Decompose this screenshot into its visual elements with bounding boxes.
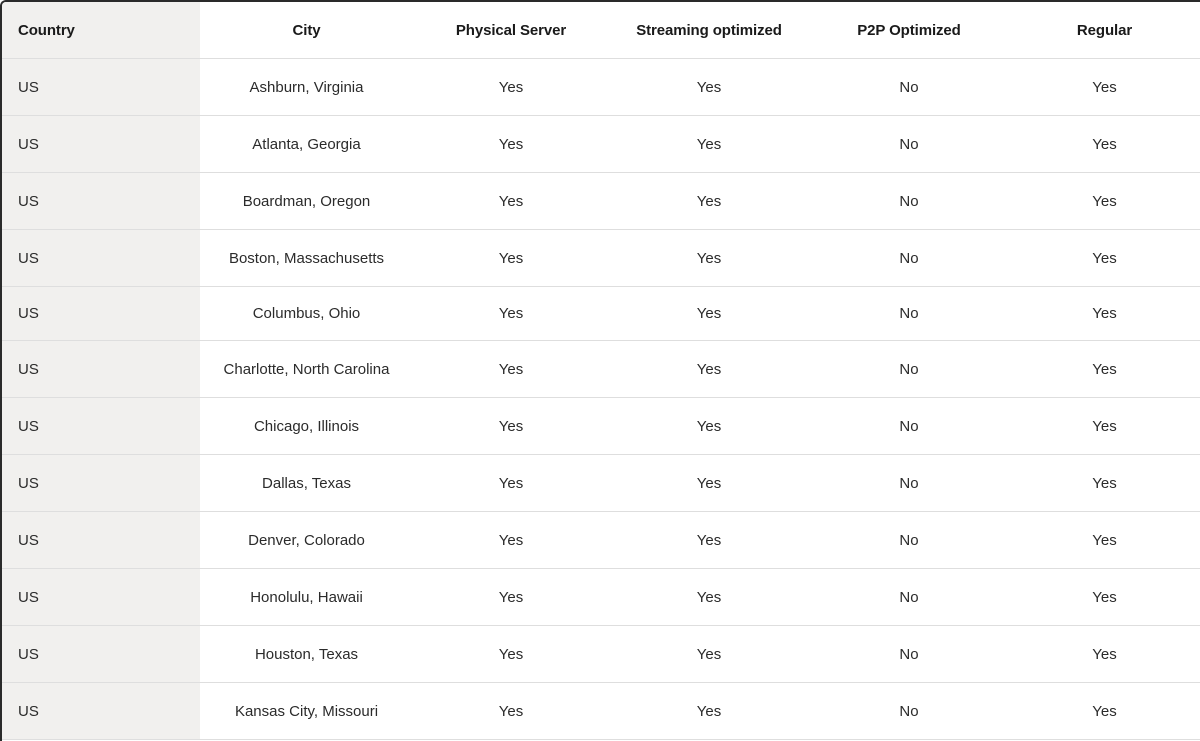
server-locations-table <box>2 2 1200 740</box>
cell-streaming-optimized: Yes <box>609 59 809 116</box>
table-row <box>2 287 1200 341</box>
cell-streaming-optimized: Yes <box>609 230 809 287</box>
table-row <box>2 569 1200 626</box>
table-body <box>2 59 1200 740</box>
cell-country: US <box>2 116 200 173</box>
cell-physical-server: Yes <box>413 512 609 569</box>
header-city: City <box>200 2 413 59</box>
cell-streaming-optimized: Yes <box>609 341 809 398</box>
header-physical-server: Physical Server <box>413 2 609 59</box>
cell-p2p-optimized: No <box>809 341 1009 398</box>
cell-streaming-optimized: Yes <box>609 287 809 341</box>
cell-regular: Yes <box>1009 230 1200 287</box>
header-country: Country <box>2 2 200 59</box>
cell-regular: Yes <box>1009 569 1200 626</box>
cell-country: US <box>2 398 200 455</box>
cell-p2p-optimized: No <box>809 512 1009 569</box>
cell-physical-server: Yes <box>413 173 609 230</box>
header-streaming-optimized: Streaming optimized <box>609 2 809 59</box>
cell-city: Ashburn, Virginia <box>200 59 413 116</box>
cell-regular: Yes <box>1009 683 1200 740</box>
cell-country: US <box>2 683 200 740</box>
table-row <box>2 626 1200 683</box>
cell-country: US <box>2 287 200 341</box>
cell-country: US <box>2 341 200 398</box>
cell-streaming-optimized: Yes <box>609 398 809 455</box>
cell-city: Chicago, Illinois <box>200 398 413 455</box>
cell-p2p-optimized: No <box>809 59 1009 116</box>
cell-physical-server: Yes <box>413 398 609 455</box>
cell-physical-server: Yes <box>413 569 609 626</box>
table-header <box>2 2 1200 59</box>
header-regular: Regular <box>1009 2 1200 59</box>
cell-p2p-optimized: No <box>809 455 1009 512</box>
cell-regular: Yes <box>1009 626 1200 683</box>
cell-city: Honolulu, Hawaii <box>200 569 413 626</box>
cell-city: Kansas City, Missouri <box>200 683 413 740</box>
cell-city: Dallas, Texas <box>200 455 413 512</box>
table-row <box>2 59 1200 116</box>
cell-city: Atlanta, Georgia <box>200 116 413 173</box>
cell-p2p-optimized: No <box>809 683 1009 740</box>
cell-p2p-optimized: No <box>809 569 1009 626</box>
cell-regular: Yes <box>1009 455 1200 512</box>
cell-regular: Yes <box>1009 116 1200 173</box>
cell-country: US <box>2 512 200 569</box>
cell-city: Boardman, Oregon <box>200 173 413 230</box>
cell-country: US <box>2 230 200 287</box>
cell-physical-server: Yes <box>413 341 609 398</box>
cell-regular: Yes <box>1009 512 1200 569</box>
cell-country: US <box>2 455 200 512</box>
cell-country: US <box>2 569 200 626</box>
cell-city: Charlotte, North Carolina <box>200 341 413 398</box>
cell-country: US <box>2 59 200 116</box>
cell-city: Boston, Massachusetts <box>200 230 413 287</box>
cell-regular: Yes <box>1009 341 1200 398</box>
cell-streaming-optimized: Yes <box>609 569 809 626</box>
table-row <box>2 683 1200 740</box>
table-row <box>2 512 1200 569</box>
table-row <box>2 455 1200 512</box>
cell-country: US <box>2 626 200 683</box>
cell-p2p-optimized: No <box>809 626 1009 683</box>
cell-regular: Yes <box>1009 398 1200 455</box>
header-p2p-optimized: P2P Optimized <box>809 2 1009 59</box>
cell-physical-server: Yes <box>413 455 609 512</box>
table-row <box>2 230 1200 287</box>
cell-physical-server: Yes <box>413 59 609 116</box>
cell-city: Denver, Colorado <box>200 512 413 569</box>
cell-p2p-optimized: No <box>809 287 1009 341</box>
table-row <box>2 398 1200 455</box>
header-row <box>2 2 1200 59</box>
cell-streaming-optimized: Yes <box>609 455 809 512</box>
cell-streaming-optimized: Yes <box>609 626 809 683</box>
cell-city: Columbus, Ohio <box>200 287 413 341</box>
table-row <box>2 173 1200 230</box>
cell-p2p-optimized: No <box>809 230 1009 287</box>
cell-physical-server: Yes <box>413 116 609 173</box>
cell-p2p-optimized: No <box>809 398 1009 455</box>
cell-streaming-optimized: Yes <box>609 512 809 569</box>
cell-streaming-optimized: Yes <box>609 173 809 230</box>
cell-physical-server: Yes <box>413 230 609 287</box>
table-row <box>2 116 1200 173</box>
cell-streaming-optimized: Yes <box>609 683 809 740</box>
cell-country: US <box>2 173 200 230</box>
cell-city: Houston, Texas <box>200 626 413 683</box>
cell-physical-server: Yes <box>413 683 609 740</box>
cell-physical-server: Yes <box>413 287 609 341</box>
cell-p2p-optimized: No <box>809 116 1009 173</box>
cell-physical-server: Yes <box>413 626 609 683</box>
cell-p2p-optimized: No <box>809 173 1009 230</box>
cell-regular: Yes <box>1009 173 1200 230</box>
table-row <box>2 341 1200 398</box>
cell-regular: Yes <box>1009 287 1200 341</box>
cell-streaming-optimized: Yes <box>609 116 809 173</box>
cell-regular: Yes <box>1009 59 1200 116</box>
